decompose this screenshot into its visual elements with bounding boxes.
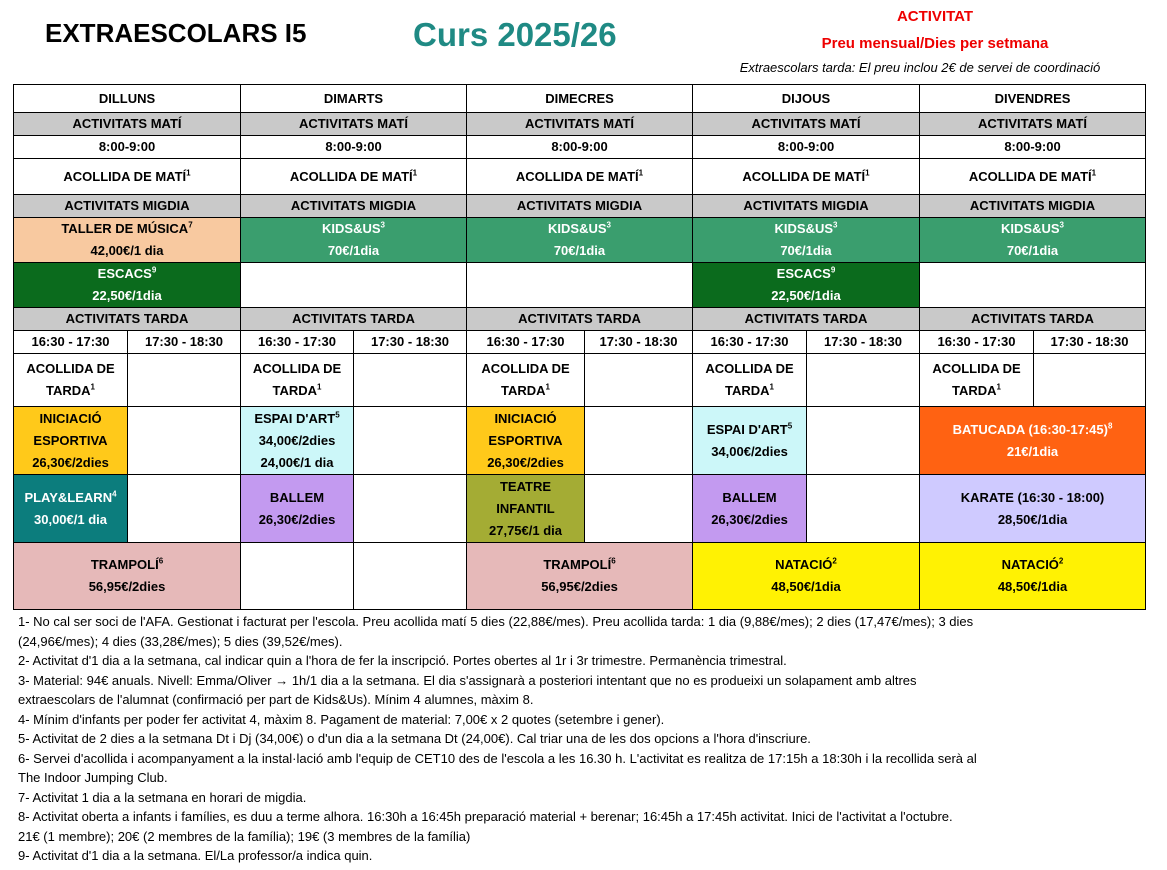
section-mati-row [14,113,1146,136]
natacio-cell: NATACIÓ$^2$ 48,50€/1dia [693,543,920,610]
tarda-times-row [14,331,1146,354]
acollida-mati-cell: ACOLLIDA DE MATÍ$^1$ [467,159,693,195]
footnote-line: 5- Activitat de 2 dies a la setmana Dt i Dj (34,00€) o d'un dia a la setmana Dt (24,00€). Cal triar una de les dos opcions a l'hora d'inscriure. [18,731,811,746]
natacio-cell: NATACIÓ$^2$ 48,50€/1dia [920,543,1146,610]
legend-price: Preu mensual/Dies per setmana [821,35,1049,52]
section-mati: ACTIVITATS MATÍ [241,113,467,136]
kids-us-cell: $KIDS\&US^3$ 70€/1dia [241,218,467,263]
empty-cell [585,354,693,407]
footnotes [18,612,1153,866]
acollida-tarda-cell: ACOLLIDA DE TARDA$^1$ [241,354,354,407]
footnote-line: 21€ (1 membre); 20€ (2 membres de la família); 19€ (3 membres de la família) [18,828,471,844]
section-mati: ACTIVITATS MATÍ [14,113,241,136]
acollida-mati-cell: ACOLLIDA DE MATÍ$^1$ [693,159,920,195]
mati-time: 8:00-9:00 [14,136,241,159]
footnote-line: The Indoor Jumping Club. [18,770,168,785]
footnote-line: extraescolars de l'alumnat (confirmació per part de Kids&Us). Mínim 4 alumnes, màxim 8. [18,692,534,707]
section-tarda: ACTIVITATS TARDA [920,308,1146,331]
acollida-tarda-row [14,354,1146,407]
migdia-row-2 [14,263,1146,308]
footnote-line: 4- Mínim d'infants per poder fer activitat 4, màxim 8. Pagament de material: 7,00€ x 2 quotes (setembre i gener). [18,711,665,727]
escacs-cell: ESCACS$^9$ 22,50€/1dia [693,263,920,308]
acollida-mati-cell: ACOLLIDA DE MATÍ$^1$ [920,159,1146,195]
tarda-slot-1: 16:30 - 17:30 [693,331,807,354]
footnote-line: 8- Activitat oberta a infants i famílies, es duu a terme alhora. 16:30h a 16:45h preparació material + berenar; 16:45h a 17:45h activitat. Inici de l'activitat a l'octubre. [18,809,953,824]
ballem-cell: BALLEM 26,30€/2dies [693,475,807,543]
section-mati: ACTIVITATS MATÍ [467,113,693,136]
mati-time: 8:00-9:00 [693,136,920,159]
kids-us-cell: $KIDS\&US^3$ 70€/1dia [467,218,693,263]
acollida-tarda-cell: ACOLLIDA DE TARDA$^1$ [693,354,807,407]
day-dijous: DIJOUS [693,85,920,113]
day-dimarts: DIMARTS [241,85,467,113]
tarda-slot-2: 17:30 - 18:30 [585,331,693,354]
migdia-row-1 [14,218,1146,263]
footnote-line: 9- Activitat d'1 dia a la setmana. El/La professor/a indica quin. [18,848,373,863]
empty-cell [128,407,241,475]
footnote-line: 1- No cal ser soci de l'AFA. Gestionat i facturat per l'escola. Preu acollida matí 5 dies (22,88€/mes). Preu acollida tarda: 1 dia (9,88€/mes); 2 dies (17,47€/mes); 3 dies [18,614,974,629]
kids-us-cell: $KIDS\&US^3$ 70€/1dia [920,218,1146,263]
play-learn-cell: PLAY&LEARN$^4$ 30,00€/1 dia [14,475,128,543]
empty-cell [354,354,467,407]
section-tarda-row [14,308,1146,331]
day-dimecres: DIMECRES [467,85,693,113]
empty-cell [241,543,354,610]
empty-cell [467,263,693,308]
empty-cell [128,475,241,543]
tarda-slot-1: 16:30 - 17:30 [14,331,128,354]
section-tarda: ACTIVITATS TARDA [467,308,693,331]
footnote-line: 3- Material: 94€ anuals. Nivell: Emma/Oliver → 1h/1 dia a la setmana. El dia s'assignarà a posteriori intentant que no es produeixi un solapament amb altres [18,672,917,688]
acollida-mati-row [14,159,1146,195]
empty-cell [354,407,467,475]
mati-time: 8:00-9:00 [467,136,693,159]
tarda-row-1 [14,407,1146,475]
kids-us-cell: $KIDS\&US^3$ 70€/1dia [693,218,920,263]
empty-cell [807,407,920,475]
tarda-row-2 [14,475,1146,543]
section-mati: ACTIVITATS MATÍ [920,113,1146,136]
day-divendres: DIVENDRES [920,85,1146,113]
days-row [14,85,1146,113]
empty-cell [1034,354,1146,407]
acollida-tarda-cell: ACOLLIDA DE TARDA$^1$ [14,354,128,407]
batucada-cell: BATUCADA (16:30-17:45)$^8$ 21€/1dia [920,407,1146,475]
taller-musica-cell: TALLER DE MÚSICA$^7$ 42,00€/1 dia [14,218,241,263]
footnote-line: (24,96€/mes); 4 dies (33,28€/mes); 5 dies (39,52€/mes). [18,633,343,649]
section-mati: ACTIVITATS MATÍ [693,113,920,136]
course-year: Curs 2025/26 [413,16,617,53]
page-title: EXTRAESCOLARS I5 [45,18,307,48]
iniciacio-esportiva-cell: INICIACIÓ ESPORTIVA 26,30€/2dies [14,407,128,475]
schedule-table [13,84,1146,610]
empty-cell [920,263,1146,308]
ballem-cell: BALLEM 26,30€/2dies [241,475,354,543]
empty-cell [128,354,241,407]
espai-art-cell: ESPAI D'ART$^5$ 34,00€/2dies 24,00€/1 dia [241,407,354,475]
mati-time-row [14,136,1146,159]
empty-cell [354,543,467,610]
escacs-cell: ESCACS$^9$ 22,50€/1dia [14,263,241,308]
karate-cell: KARATE (16:30 - 18:00) 28,50€/1dia [920,475,1146,543]
empty-cell [585,407,693,475]
teatre-infantil-cell: TEATRE INFANTIL 27,75€/1 dia [467,475,585,543]
footnote-line: 6- Servei d'acollida i acompanyament a la instal·lació amb l'equip de CET10 des de l'escola a les 16.30 h. L'activitat es realitza de 17:15h a 18:30h i la recollida serà al [18,750,977,766]
section-migdia: ACTIVITATS MIGDIA [14,195,241,218]
empty-cell [585,475,693,543]
trampoli-cell: TRAMPOLÍ$^6$ 56,95€/2dies [14,543,241,610]
trampoli-cell: TRAMPOLÍ$^6$ 56,95€/2dies [467,543,693,610]
iniciacio-esportiva-cell: INICIACIÓ ESPORTIVA 26,30€/2dies [467,407,585,475]
empty-cell [241,263,467,308]
section-tarda: ACTIVITATS TARDA [241,308,467,331]
footnote-line: 7- Activitat 1 dia a la setmana en horari de migdia. [18,789,307,805]
section-migdia-row [14,195,1146,218]
day-dilluns: DILLUNS [14,85,241,113]
section-migdia: ACTIVITATS MIGDIA [693,195,920,218]
tarda-row-3 [14,543,1146,610]
tarda-slot-2: 17:30 - 18:30 [807,331,920,354]
acollida-mati-cell: ACOLLIDA DE MATÍ$^1$ [241,159,467,195]
legend-note: Extraescolars tarda: El preu inclou 2€ de servei de coordinació [739,60,1101,75]
mati-time: 8:00-9:00 [920,136,1146,159]
mati-time: 8:00-9:00 [241,136,467,159]
tarda-slot-2: 17:30 - 18:30 [354,331,467,354]
tarda-slot-1: 16:30 - 17:30 [467,331,585,354]
acollida-mati-cell: ACOLLIDA DE MATÍ$^1$ [14,159,241,195]
tarda-slot-2: 17:30 - 18:30 [128,331,241,354]
legend-activity: ACTIVITAT [896,8,974,25]
footnote-line: 2- Activitat d'1 dia a la setmana, cal indicar quin a l'hora de fer la inscripció. Portes obertes al 1r i 3r trimestre. Permanència trimestral. [18,653,787,668]
empty-cell [807,354,920,407]
tarda-slot-1: 16:30 - 17:30 [241,331,354,354]
acollida-tarda-cell: ACOLLIDA DE TARDA$^1$ [920,354,1034,407]
section-tarda: ACTIVITATS TARDA [693,308,920,331]
section-migdia: ACTIVITATS MIGDIA [467,195,693,218]
empty-cell [807,475,920,543]
empty-cell [354,475,467,543]
section-migdia: ACTIVITATS MIGDIA [241,195,467,218]
tarda-slot-1: 16:30 - 17:30 [920,331,1034,354]
espai-art-cell: ESPAI D'ART$^5$ 34,00€/2dies [693,407,807,475]
tarda-slot-2: 17:30 - 18:30 [1034,331,1146,354]
section-tarda: ACTIVITATS TARDA [14,308,241,331]
acollida-tarda-cell: ACOLLIDA DE TARDA$^1$ [467,354,585,407]
section-migdia: ACTIVITATS MIGDIA [920,195,1146,218]
